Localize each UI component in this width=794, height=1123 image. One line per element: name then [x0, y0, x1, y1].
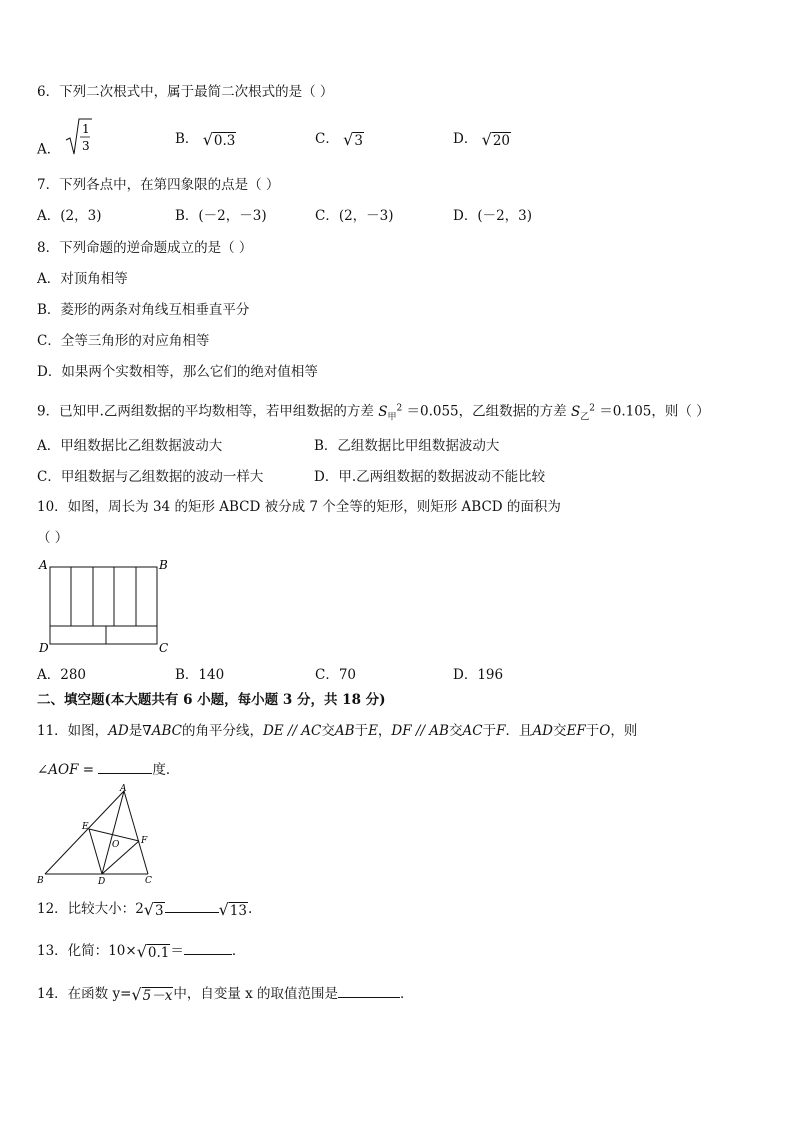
q14-end: ． — [400, 986, 414, 1002]
q12-sqrt-2 — [219, 901, 248, 919]
q13-text: 13．化简： — [37, 943, 109, 959]
q6-option-c-sqrt — [343, 131, 364, 149]
q11-text-9: ．且 — [505, 723, 533, 739]
label-f: F — [141, 836, 148, 846]
q12-sqrt-1 — [144, 901, 165, 919]
q11-text-7: 交 — [448, 723, 463, 739]
q11-triangle-figure — [32, 784, 162, 888]
q6-option-a-sqrt — [65, 122, 93, 170]
q6-option-d-radicand: 20 — [492, 132, 511, 149]
q11-answer-line — [37, 759, 179, 779]
rect-abcd — [50, 567, 157, 644]
q10-stem: 10．如图，周长为 34 的矩形 ABCD 被分成 7 个全等的矩形，则矩形 ABCD 的面积为 — [37, 499, 561, 515]
q10-option-a: A．280 — [37, 667, 87, 683]
label-a: A — [39, 558, 48, 572]
q9-option-b: B．乙组数据比甲组数据波动大 — [314, 438, 500, 454]
q6-option-a — [37, 122, 93, 170]
q6-option-d — [453, 128, 511, 150]
q6-option-a-radical — [65, 118, 93, 158]
q9-stem-part-c: ＝0.105，则（ ） — [599, 403, 710, 420]
q8-option-c: C．全等三角形的对应角相等 — [37, 333, 210, 349]
q6-options — [37, 122, 757, 162]
q9-s-jia-sup: 2 — [396, 403, 403, 413]
q13-eq: ＝ — [170, 943, 184, 959]
q9-option-d: D．甲.乙两组数据的数据波动不能比较 — [314, 469, 546, 485]
q6-option-a-label: A． — [37, 141, 61, 158]
q12-coef: 2 — [135, 901, 144, 917]
variance-symbol: S — [378, 403, 388, 420]
q12-end: . — [247, 901, 253, 917]
label-o: O — [112, 840, 120, 850]
side-ac — [124, 791, 148, 874]
q9-s-yi-sub: 乙 — [580, 412, 590, 423]
q14-text-2: 中，自变量 x 的取值范围是 — [173, 986, 339, 1002]
q11-text-11: 于 — [585, 723, 600, 739]
q14-sqrt — [131, 986, 173, 1004]
q8-option-d: D．如果两个实数相等，那么它们的绝对值相等 — [37, 364, 318, 380]
q7-option-b: B．(－2，－3) — [175, 208, 267, 224]
q9-options-row2 — [37, 466, 757, 490]
q9-stem — [37, 399, 710, 426]
q13-sqrt — [137, 943, 171, 961]
q13-radicand: 0.1 — [147, 944, 170, 961]
q6-option-b-sqrt — [203, 131, 237, 149]
side-ba — [45, 791, 124, 874]
q6-option-c-label: C． — [315, 131, 339, 147]
q12-radicand-1: 3 — [154, 902, 164, 919]
q11-stem — [37, 722, 637, 740]
label-b: B — [159, 558, 168, 572]
label-d: D — [98, 877, 106, 887]
q14-text: 14．在函数 y= — [37, 986, 132, 1002]
q8-stem: 8．下列命题的逆命题成立的是（ ） — [37, 240, 253, 256]
q11-text-12: ，则 — [610, 723, 638, 739]
q11-text-5: 于 — [354, 723, 369, 739]
q12-answer-blank[interactable] — [165, 898, 219, 913]
q11-ad-2: AD — [532, 723, 554, 739]
q9-s-jia — [378, 403, 403, 423]
label-c: C — [159, 641, 169, 655]
q13-stem — [37, 940, 245, 961]
q6-option-c-radicand: 3 — [354, 132, 363, 149]
q6-option-c — [315, 128, 364, 150]
q11-text-8: 于 — [482, 723, 497, 739]
section-2-title: 二、填空题(本大题共有 6 小题，每小题 3 分，共 18 分) — [37, 692, 386, 708]
segment-df — [102, 841, 139, 874]
q10-option-d: D．196 — [453, 667, 504, 683]
q10-option-c: C．70 — [315, 667, 357, 683]
q6-stem: 6．下列二次根式中，属于最简二次根式的是（ ） — [37, 84, 334, 100]
q10-option-b: B．140 — [175, 667, 225, 683]
label-a: A — [120, 784, 127, 794]
q9-s-yi — [570, 403, 595, 423]
q6-option-b-radicand: 0.3 — [213, 132, 236, 149]
q13-end: ． — [231, 943, 246, 959]
q12-text: 12．比较大小： — [37, 901, 136, 917]
q11-text-4: 交 — [321, 723, 335, 739]
q11-triangle: ∇ABC — [142, 723, 182, 739]
q11-answer-blank[interactable] — [98, 759, 152, 774]
q7-option-c: C．(2，－3) — [315, 208, 394, 224]
label-b: B — [37, 876, 44, 886]
label-c: C — [145, 876, 152, 886]
q7-stem: 7．下列各点中，在第四象限的点是（ ） — [37, 177, 280, 193]
radical-sign: √ — [136, 941, 147, 961]
q11-text-6: ， — [377, 723, 392, 739]
q9-stem-part-a: 9．已知甲.乙两组数据的平均数相等，若甲组数据的方差 — [37, 403, 374, 420]
q11-text-10: 交 — [553, 723, 567, 739]
variance-symbol: S — [570, 403, 581, 420]
q11-text-1: 11．如图， — [37, 723, 109, 739]
radical-sign: √ — [481, 129, 492, 149]
q11-ab: AB — [334, 723, 355, 739]
q14-radicand: 5－x — [142, 987, 173, 1004]
q6-a-num: 1 — [81, 122, 90, 136]
radical-sign: √ — [202, 129, 213, 149]
q11-text-3: 的角平分线， — [181, 723, 263, 739]
q9-stem-part-b: ＝0.055，乙组数据的方差 — [406, 403, 567, 420]
q11-text-2: 是 — [128, 723, 143, 739]
q6-a-den: 3 — [81, 139, 90, 153]
radical-sign: √ — [131, 984, 142, 1004]
q11-ad: AD — [108, 723, 129, 739]
q9-option-a: A．甲组数据比乙组数据波动大 — [37, 438, 223, 454]
q13-expr: 10× — [108, 943, 137, 959]
q7-options — [37, 205, 757, 229]
q10-options — [37, 664, 757, 688]
q14-stem — [37, 983, 414, 1004]
segment-de — [89, 829, 102, 874]
q6-option-b — [175, 128, 236, 150]
q11-ac: AC — [462, 723, 483, 739]
q9-s-jia-sub: 甲 — [387, 412, 397, 423]
q10-paren: （ ） — [37, 530, 69, 546]
q9-options-row1 — [37, 435, 757, 459]
q6-option-b-label: B． — [175, 131, 199, 147]
q11-unit: 度． — [152, 762, 180, 778]
radical-sign: √ — [343, 129, 354, 149]
label-e: E — [82, 822, 89, 832]
q9-option-c: C．甲组数据与乙组数据的波动一样大 — [37, 469, 264, 485]
q11-de-ac: DE // AC — [262, 723, 322, 739]
q7-option-a: A．(2，3) — [37, 208, 102, 224]
q13-answer-blank[interactable] — [184, 940, 232, 955]
q8-option-b: B．菱形的两条对角线互相垂直平分 — [37, 302, 250, 318]
q11-o: O — [599, 723, 611, 739]
q8-option-a: A．对顶角相等 — [37, 271, 128, 287]
label-d: D — [39, 641, 49, 655]
radical-sign: √ — [143, 899, 154, 919]
q10-rectangle-figure — [34, 556, 174, 656]
q11-angle: ∠AOF = — [37, 762, 95, 778]
q14-answer-blank[interactable] — [338, 983, 400, 998]
q11-f: F — [496, 723, 506, 739]
q6-option-d-label: D． — [453, 131, 478, 147]
q11-e: E — [368, 723, 378, 739]
q9-s-yi-sup: 2 — [589, 403, 595, 413]
q6-option-d-sqrt — [482, 131, 511, 149]
radical-sign: √ — [218, 899, 229, 919]
q7-option-d: D．(－2，3) — [453, 208, 533, 224]
q11-ef: EF — [566, 723, 586, 739]
q11-df-ab: DF // AB — [391, 723, 449, 739]
q12-stem — [37, 898, 252, 919]
q12-radicand-2: 13 — [229, 902, 247, 919]
